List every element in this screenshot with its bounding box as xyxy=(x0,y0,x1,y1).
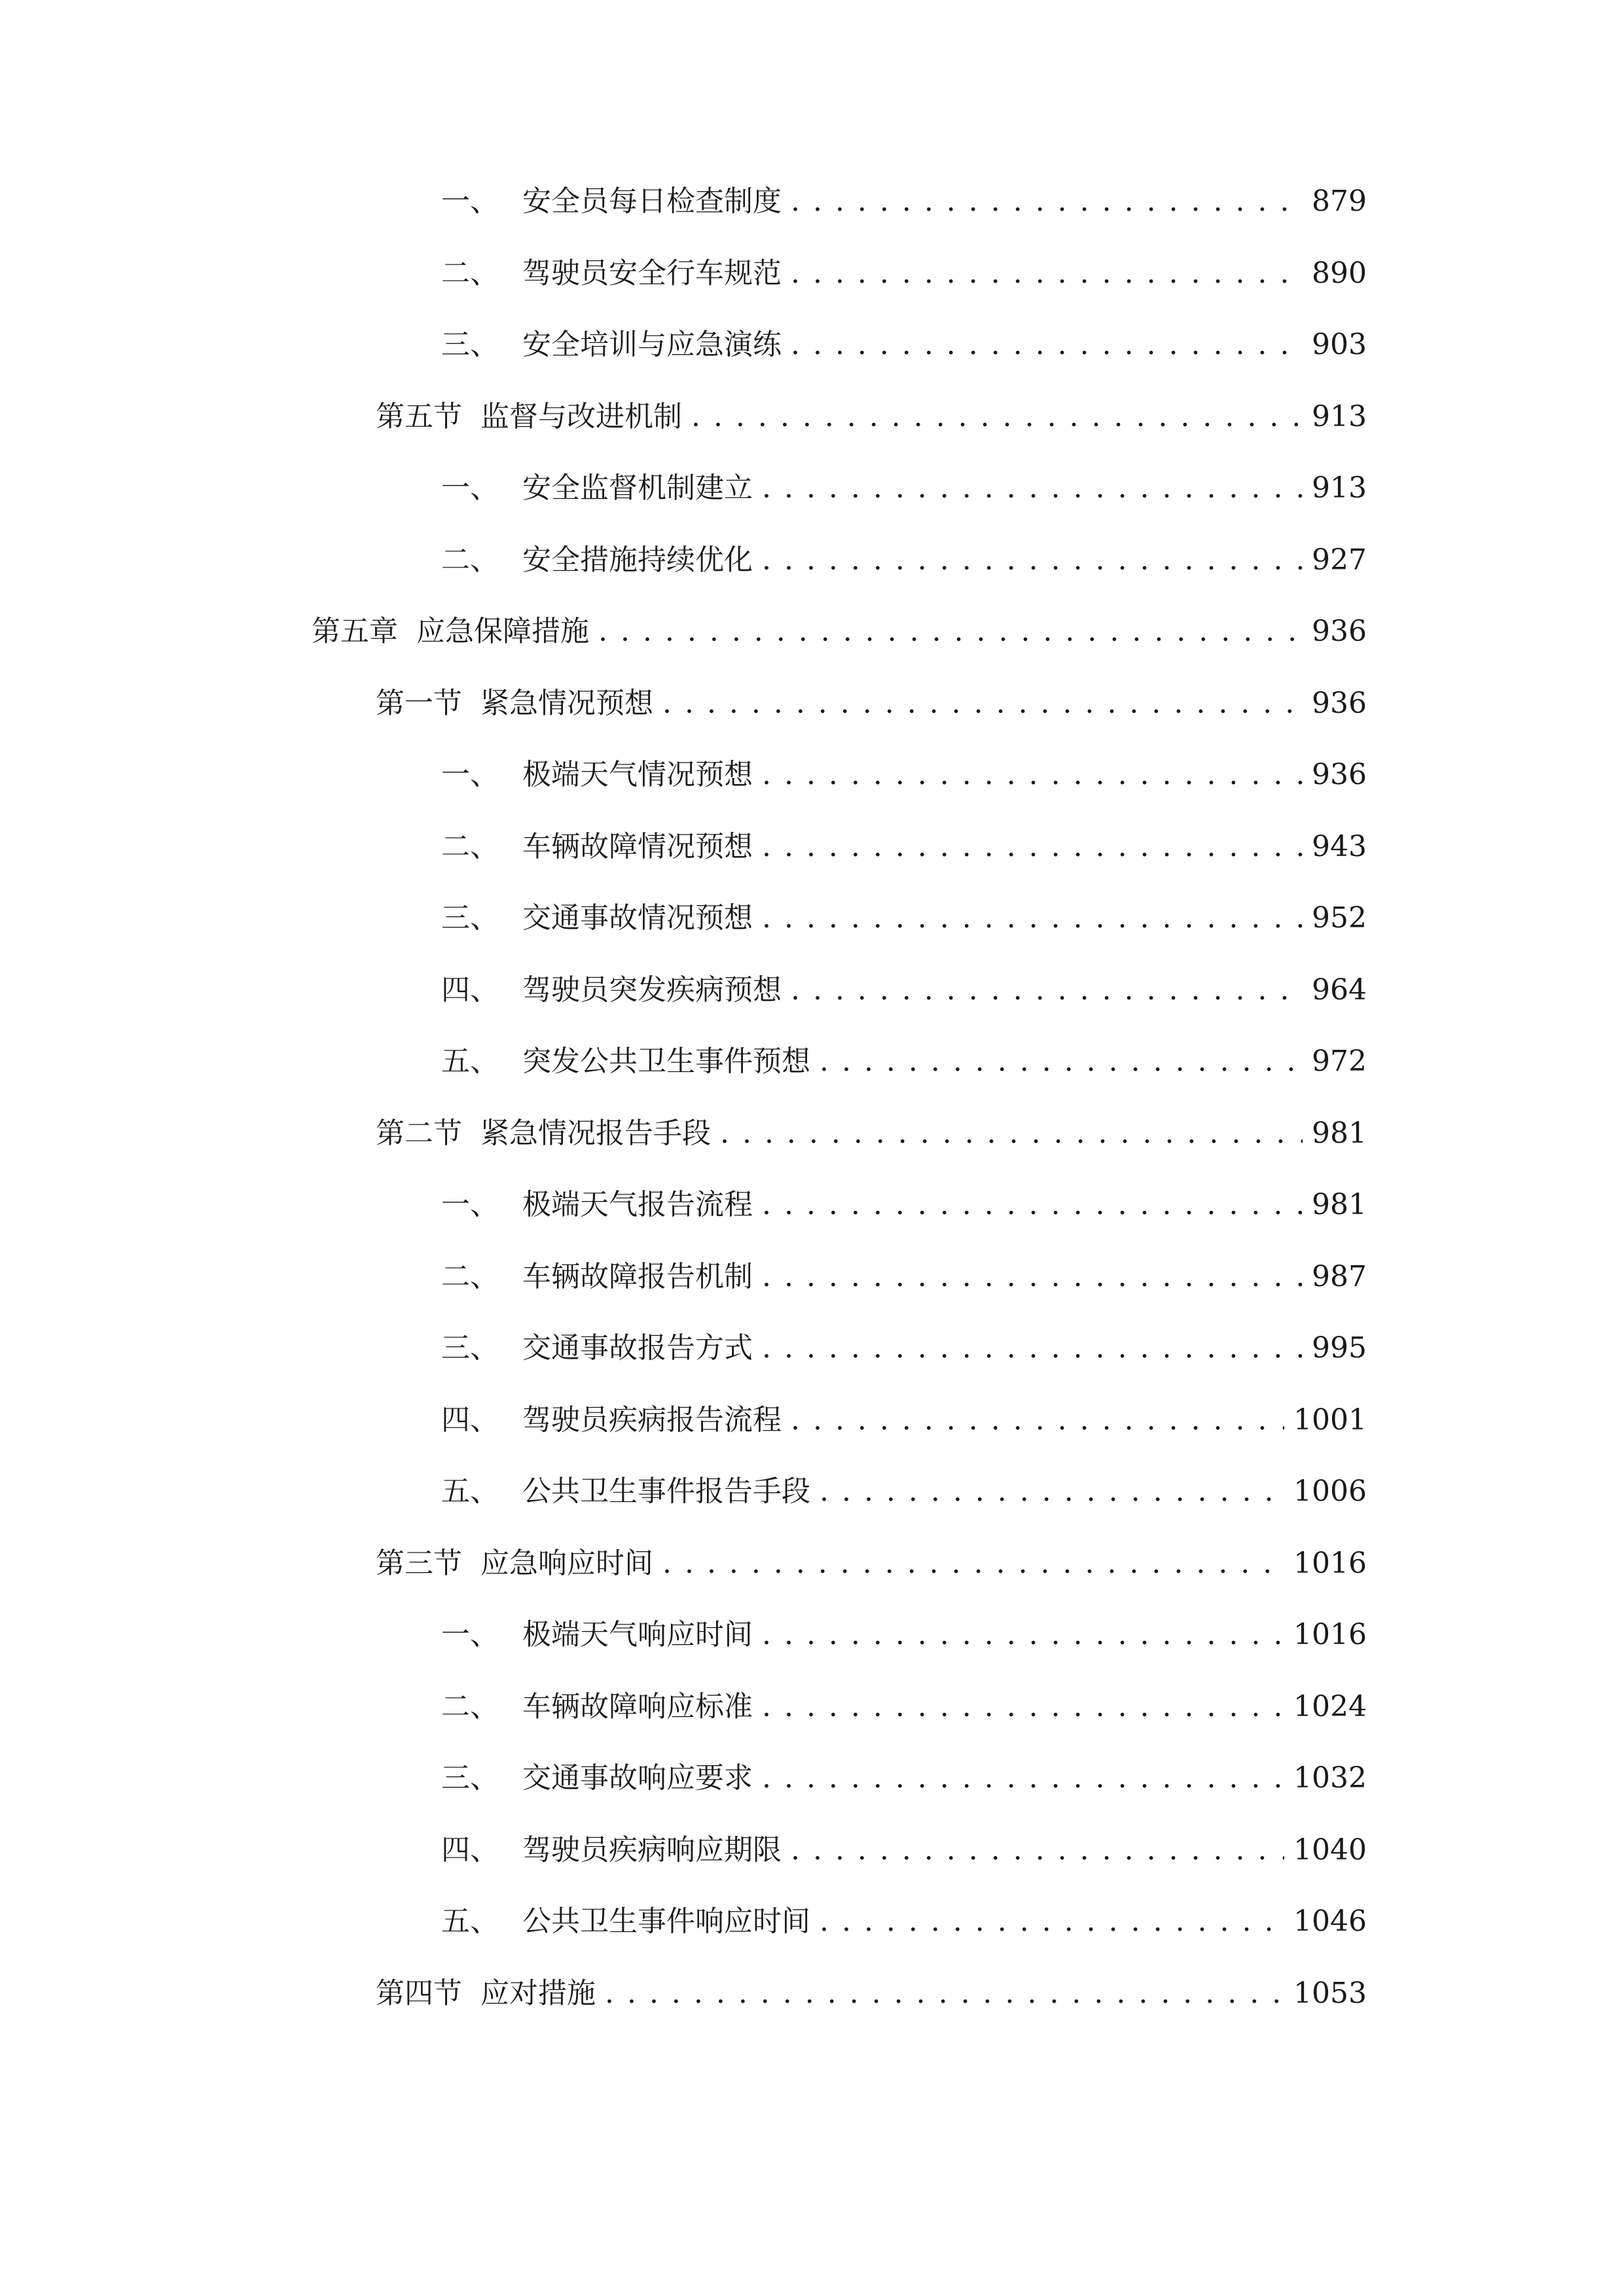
toc-entry-number: 三、 xyxy=(441,1761,499,1795)
toc-entry-number: 五、 xyxy=(441,1045,499,1078)
toc-entry-number: 第三节 xyxy=(376,1547,462,1580)
toc-entry-page-number: 972 xyxy=(1312,1045,1367,1078)
toc-dot-leader xyxy=(820,1895,1284,1948)
toc-dot-leader xyxy=(762,821,1303,873)
toc-entry[interactable] xyxy=(441,1895,1367,1948)
toc-entry-page-number: 890 xyxy=(1312,257,1367,290)
toc-entry-title: 公共卫生事件响应时间 xyxy=(522,1905,810,1938)
toc-dot-leader xyxy=(762,1681,1284,1733)
toc-entry-number: 四、 xyxy=(441,973,499,1007)
toc-entry-title: 应对措施 xyxy=(480,1977,596,2010)
toc-entry[interactable] xyxy=(441,462,1367,514)
toc-dot-leader xyxy=(791,1824,1284,1876)
toc-entry-page-number: 1032 xyxy=(1293,1761,1367,1795)
toc-entry-title: 极端天气响应时间 xyxy=(522,1618,753,1651)
toc-entry-title: 安全监督机制建立 xyxy=(522,471,753,505)
toc-dot-leader xyxy=(762,1322,1303,1374)
toc-entry-title: 驾驶员疾病报告流程 xyxy=(522,1403,782,1437)
toc-entry[interactable] xyxy=(441,1394,1367,1446)
toc-entry-page-number: 1016 xyxy=(1293,1618,1367,1651)
toc-entry[interactable] xyxy=(441,1824,1367,1876)
toc-entry-title: 交通事故报告方式 xyxy=(522,1331,753,1365)
toc-dot-leader xyxy=(662,677,1303,730)
toc-entry-title: 应急保障措施 xyxy=(416,615,589,648)
toc-entry-number: 二、 xyxy=(441,1260,499,1293)
toc-entry-title: 紧急情况报告手段 xyxy=(480,1117,711,1150)
toc-entry[interactable] xyxy=(376,391,1367,443)
toc-entry-title: 极端天气报告流程 xyxy=(522,1188,753,1221)
toc-entry-number: 第五章 xyxy=(312,615,398,648)
toc-entry-page-number: 995 xyxy=(1312,1331,1367,1365)
toc-dot-leader xyxy=(820,1035,1303,1088)
toc-entry-title: 交通事故响应要求 xyxy=(522,1761,753,1795)
toc-entry[interactable] xyxy=(441,1681,1367,1733)
toc-entry-number: 第一节 xyxy=(376,687,462,720)
toc-entry-page-number: 1046 xyxy=(1293,1905,1367,1938)
toc-dot-leader xyxy=(762,1609,1284,1661)
toc-entry-number: 二、 xyxy=(441,257,499,290)
toc-entry-page-number: 1024 xyxy=(1293,1690,1367,1723)
toc-dot-leader xyxy=(762,749,1303,801)
toc-entry-number: 五、 xyxy=(441,1905,499,1938)
toc-dot-leader xyxy=(598,605,1303,658)
toc-dot-leader xyxy=(691,391,1303,443)
toc-entry-title: 交通事故情况预想 xyxy=(522,901,753,935)
toc-entry[interactable] xyxy=(441,1179,1367,1231)
toc-entry-title: 公共卫生事件报告手段 xyxy=(522,1475,810,1508)
toc-entry[interactable] xyxy=(441,319,1367,371)
toc-entry-number: 一、 xyxy=(441,758,499,791)
toc-entry-title: 安全措施持续优化 xyxy=(522,543,753,577)
toc-entry-page-number: 913 xyxy=(1312,400,1367,433)
toc-entry[interactable] xyxy=(441,1752,1367,1804)
toc-entry-number: 一、 xyxy=(441,185,499,218)
toc-entry[interactable] xyxy=(441,1322,1367,1374)
toc-entry[interactable] xyxy=(441,892,1367,944)
toc-entry-page-number: 927 xyxy=(1312,543,1367,577)
toc-entry-number: 二、 xyxy=(441,830,499,863)
toc-dot-leader xyxy=(791,964,1303,1016)
toc-entry-page-number: 913 xyxy=(1312,471,1367,505)
toc-entry-page-number: 981 xyxy=(1312,1188,1367,1221)
toc-entry[interactable] xyxy=(441,964,1367,1016)
toc-entry-page-number: 952 xyxy=(1312,901,1367,935)
toc-entry-page-number: 1053 xyxy=(1293,1977,1367,2010)
toc-entry[interactable] xyxy=(441,534,1367,586)
toc-entry-number: 第四节 xyxy=(376,1977,462,2010)
toc-dot-leader xyxy=(762,1179,1303,1231)
toc-entry-title: 车辆故障情况预想 xyxy=(522,830,753,863)
toc-dot-leader xyxy=(791,175,1303,228)
toc-entry[interactable] xyxy=(441,247,1367,300)
toc-entry-page-number: 987 xyxy=(1312,1260,1367,1293)
toc-dot-leader xyxy=(605,1967,1284,2020)
toc-entry-page-number: 981 xyxy=(1312,1117,1367,1150)
toc-entry-number: 一、 xyxy=(441,1188,499,1221)
toc-entry-number: 四、 xyxy=(441,1833,499,1867)
toc-entry-page-number: 1040 xyxy=(1293,1833,1367,1867)
toc-entry-number: 第二节 xyxy=(376,1117,462,1150)
toc-entry-page-number: 1006 xyxy=(1293,1475,1367,1508)
toc-entry-page-number: 964 xyxy=(1312,973,1367,1007)
toc-entry[interactable] xyxy=(376,677,1367,730)
toc-dot-leader xyxy=(720,1107,1303,1160)
toc-entry-number: 三、 xyxy=(441,901,499,935)
toc-dot-leader xyxy=(762,892,1303,944)
toc-entry[interactable] xyxy=(376,1537,1367,1590)
toc-entry-number: 二、 xyxy=(441,1690,499,1723)
toc-entry[interactable] xyxy=(441,821,1367,873)
toc-entry-number: 一、 xyxy=(441,1618,499,1651)
toc-entry-title: 驾驶员疾病响应期限 xyxy=(522,1833,782,1867)
toc-entry-title: 驾驶员突发疾病预想 xyxy=(522,973,782,1007)
toc-entry[interactable] xyxy=(441,1465,1367,1518)
toc-dot-leader xyxy=(762,462,1303,514)
toc-entry[interactable] xyxy=(376,1967,1367,2020)
toc-entry-number: 第五节 xyxy=(376,400,462,433)
toc-entry[interactable] xyxy=(441,749,1367,801)
toc-entry-title: 驾驶员安全行车规范 xyxy=(522,257,782,290)
toc-entry-number: 二、 xyxy=(441,543,499,577)
toc-entry-title: 车辆故障报告机制 xyxy=(522,1260,753,1293)
toc-dot-leader xyxy=(762,534,1303,586)
toc-entry-number: 五、 xyxy=(441,1475,499,1508)
toc-dot-leader xyxy=(662,1537,1284,1590)
toc-entry-title: 紧急情况预想 xyxy=(480,687,653,720)
toc-entry-page-number: 943 xyxy=(1312,830,1367,863)
toc-entry-number: 三、 xyxy=(441,1331,499,1365)
toc-entry-page-number: 879 xyxy=(1312,185,1367,218)
toc-entry-title: 监督与改进机制 xyxy=(480,400,682,433)
toc-entry-title: 突发公共卫生事件预想 xyxy=(522,1045,810,1078)
toc-entry-page-number: 936 xyxy=(1312,687,1367,720)
toc-entry[interactable] xyxy=(376,1107,1367,1160)
toc-entry-number: 四、 xyxy=(441,1403,499,1437)
toc-entry-title: 极端天气情况预想 xyxy=(522,758,753,791)
toc-dot-leader xyxy=(762,1752,1284,1804)
toc-entry-page-number: 1016 xyxy=(1293,1547,1367,1580)
toc-entry-title: 车辆故障响应标准 xyxy=(522,1690,753,1723)
toc-entry-title: 安全员每日检查制度 xyxy=(522,185,782,218)
toc-entry-title: 应急响应时间 xyxy=(480,1547,653,1580)
toc-dot-leader xyxy=(762,1251,1303,1303)
toc-entry[interactable] xyxy=(312,605,1367,658)
toc-entry-number: 一、 xyxy=(441,471,499,505)
toc-entry[interactable] xyxy=(441,1251,1367,1303)
toc-entry[interactable] xyxy=(441,175,1367,228)
toc-entry-page-number: 903 xyxy=(1312,328,1367,361)
toc-entry-number: 三、 xyxy=(441,328,499,361)
toc-entry[interactable] xyxy=(441,1035,1367,1088)
toc-dot-leader xyxy=(791,247,1303,300)
toc-dot-leader xyxy=(791,319,1303,371)
toc-dot-leader xyxy=(791,1394,1284,1446)
toc-entry-page-number: 936 xyxy=(1312,758,1367,791)
toc-entry-title: 安全培训与应急演练 xyxy=(522,328,782,361)
toc-entry-page-number: 936 xyxy=(1312,615,1367,648)
toc-entry[interactable] xyxy=(441,1609,1367,1661)
toc-entry-page-number: 1001 xyxy=(1293,1403,1367,1437)
toc-dot-leader xyxy=(820,1465,1284,1518)
